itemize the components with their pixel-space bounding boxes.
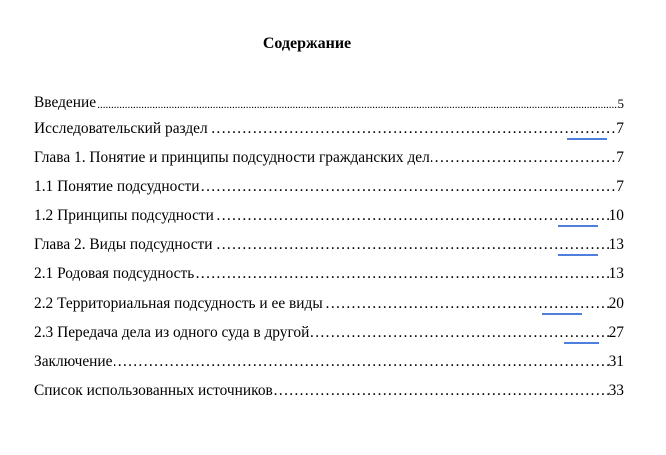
toc-entry-2-3	[34, 323, 624, 352]
toc-entry-1-1	[34, 177, 624, 206]
toc-entry-2-2	[34, 294, 624, 323]
toc-entry-chapter-2	[34, 235, 624, 264]
toc-entry-page: 33	[608, 381, 624, 399]
toc-entry-label: Список использованных источников	[34, 381, 273, 399]
spellcheck-underline	[542, 313, 582, 315]
toc-entry-label: Введение	[34, 94, 97, 111]
toc-entry-label: 2.2 Территориальная подсудность и ее виды	[34, 294, 323, 312]
toc-entry-label: 2.3 Передача дела из одного суда в другой	[34, 323, 310, 341]
toc-entry-label: Глава 2. Виды подсудности	[34, 236, 213, 254]
spellcheck-underline	[567, 138, 607, 140]
toc-entry-label: Глава 1. Понятие и принципы подсудности гражданских дел	[34, 149, 430, 167]
toc-entry-page: 13	[608, 265, 624, 283]
toc-entry-1-2	[34, 206, 624, 235]
toc-entry-page: 7	[616, 178, 624, 196]
toc-title: Содержание	[262, 35, 352, 52]
spellcheck-underline	[558, 225, 598, 227]
toc-entry-introduction	[34, 93, 624, 119]
toc-entry-label: 2.1 Родовая подсудность	[34, 265, 195, 283]
toc-entry-page: 7	[616, 120, 624, 137]
dot-leader	[34, 95, 624, 115]
toc-entry-page: 27	[608, 323, 624, 341]
toc-entry-references	[34, 381, 624, 410]
toc-entry-label: Заключение	[34, 352, 113, 370]
toc-entry-2-1	[34, 264, 624, 293]
toc-entry-label: 1.2 Принципы подсудности	[34, 207, 214, 225]
toc-entry-conclusion	[34, 352, 624, 381]
spellcheck-underline	[558, 254, 598, 256]
toc-entry-page: 7	[616, 149, 624, 167]
toc-entry-label: 1.1 Понятие подсудности	[34, 178, 200, 196]
toc-entry-page: 13	[608, 236, 624, 254]
toc-entry-page: 20	[608, 294, 624, 312]
dot-leader	[34, 352, 624, 372]
toc-entry-label: Исследовательский раздел	[34, 120, 208, 137]
toc-entry-page: 5	[618, 94, 625, 114]
toc-entry-chapter-1	[34, 148, 624, 177]
spellcheck-underline	[564, 342, 599, 344]
table-of-contents	[34, 93, 624, 410]
toc-entry-page: 10	[608, 207, 624, 225]
toc-entry-research-section	[34, 119, 624, 148]
toc-entry-page: 31	[608, 352, 624, 370]
